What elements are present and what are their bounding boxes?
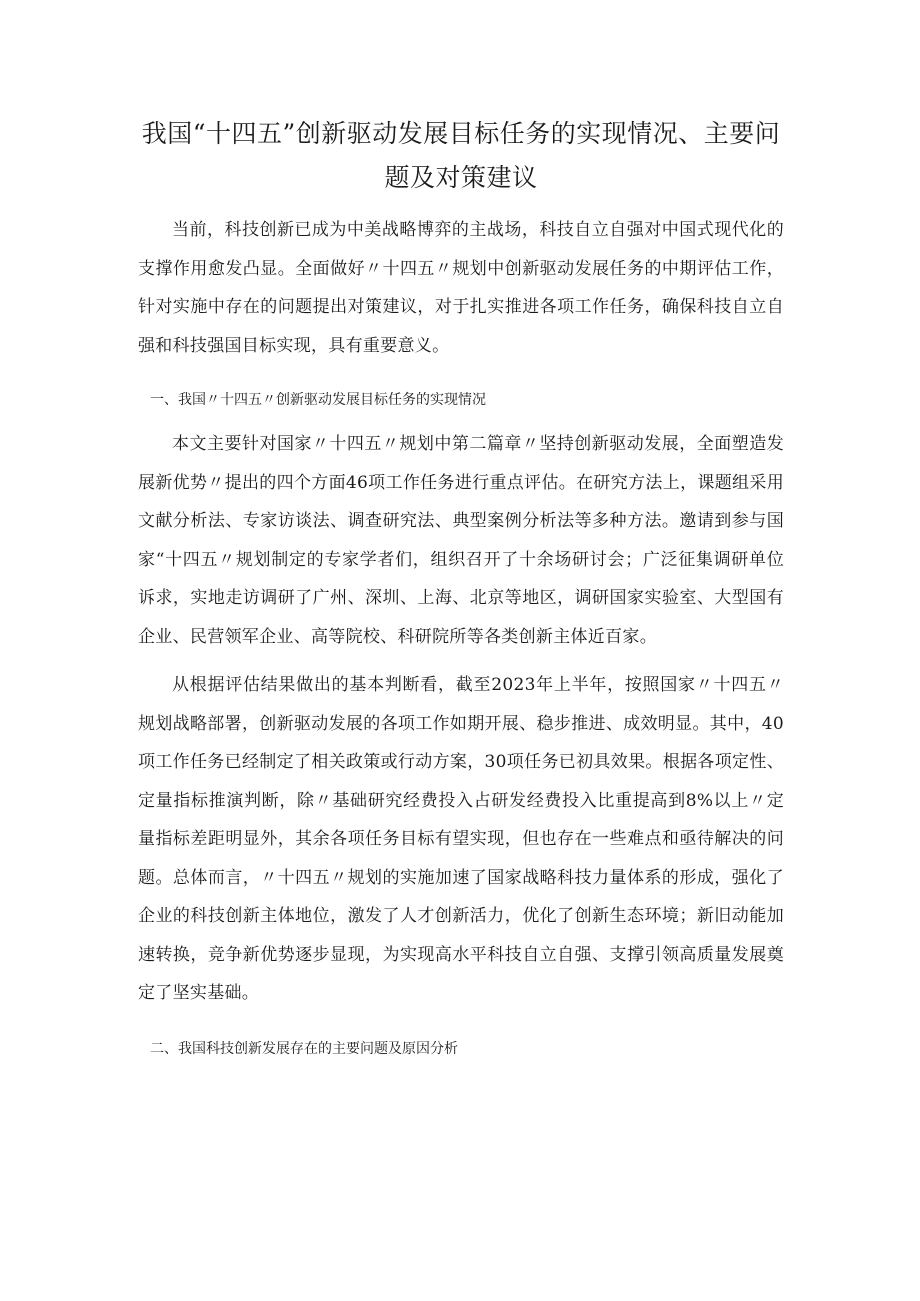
section-1-paragraph-2: 从根据评估结果做出的基本判断看，截至2023年上半年，按照国家〃十四五〃规划战略部署，创新驱动发展的各项工作如期开展、稳步推进、成效明显。其中，40项工作任务已经制定了相关政策或行动方案，30项任务已初具效果。根据各项定性、定量指标推演判断，除〃基础研究经费投入占研发经费投入比重提高到8%以上〃定量指标差距明显外，其余各项任务目标有望实现，但也存在一些难点和亟待解决的问题。总体而言，〃十四五〃规划的实施加速了国家战略科技力量体系的形成，强化了企业的科技创新主体地位，激发了人才创新活力，优化了创新生态环境；新旧动能加速转换，竞争新优势逐步显现，为实现高水平科技自立自强、支撑引领高质量发展奠定了坚实基础。 xyxy=(138,675,784,1003)
title-line-2: 题及对策建议 xyxy=(384,163,538,192)
document-page xyxy=(138,112,784,1061)
section-2-heading: 二、我国科技创新发展存在的主要问题及原因分析 xyxy=(150,1040,458,1057)
intro-paragraph: 当前，科技创新已成为中美战略博弈的主战场，科技自立自强对中国式现代化的支撑作用愈发凸显。全面做好〃十四五〃规划中创新驱动发展任务的中期评估工作，针对实施中存在的问题提出对策建议，对于扎实推进各项工作任务，确保科技自立自强和科技强国目标实现，具有重要意义。 xyxy=(138,220,784,356)
title-line-1: 我国“十四五”创新驱动发展目标任务的实现情况、主要问 xyxy=(141,119,781,148)
section-1-paragraph-1: 本文主要针对国家〃十四五〃规划中第二篇章〃坚持创新驱动发展，全面塑造发展新优势〃提出的四个方面46项工作任务进行重点评估。在研究方法上，课题组采用文献分析法、专家访谈法、调查研究法、典型案例分析法等多种方法。邀请到参与国家“十四五〃规划制定的专家学者们，组织召开了十余场研讨会；广泛征集调研单位诉求，实地走访调研了广州、深圳、上海、北京等地区，调研国家实验室、大型国有企业、民营领军企业、高等院校、科研院所等各类创新主体近百家。 xyxy=(138,434,784,647)
section-1-heading: 一、我国〃十四五〃创新驱动发展目标任务的实现情况 xyxy=(150,392,486,408)
document-title xyxy=(138,112,784,200)
